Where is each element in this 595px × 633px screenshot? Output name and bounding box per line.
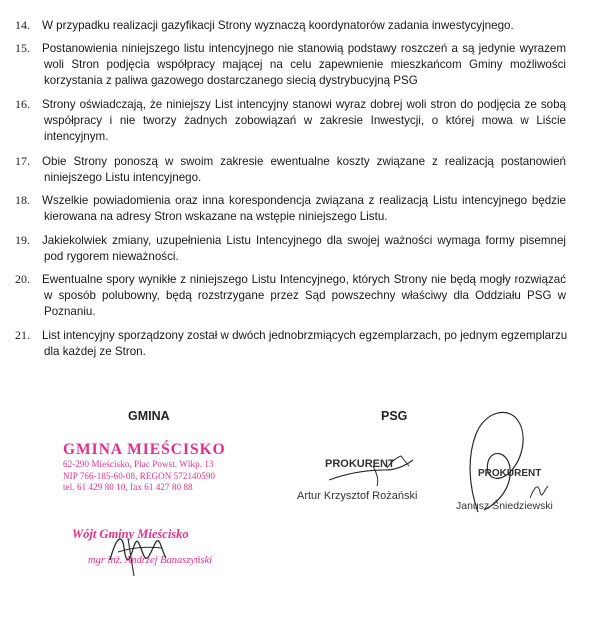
gmina-signature [100, 518, 180, 580]
clause-number: 16. [15, 97, 30, 111]
stamp-title: GMINA MIEŚCISKO [63, 441, 226, 458]
clause-line: woli Stron podjęcia współpracy mającej na celu zapewnienie mieszkańcom Gminy możliwości [44, 58, 566, 71]
clause-line: Jakiekolwiek zmiany, uzupełnienia Listu Intencyjnego dla swojej ważności wymaga formy pisemnej [42, 234, 566, 247]
psg-signature-2 [440, 400, 560, 520]
clause-line: Poznaniu. [44, 305, 96, 318]
clause-number: 20. [15, 272, 30, 286]
clause-line: Obie Strony ponoszą w swoim zakresie ewentualne koszty związane z realizacją postanowień [42, 155, 566, 168]
wojt-name: mgr inż. Andrzej Banaszyński [88, 555, 213, 566]
clause-line: korzystania z paliwa gazowego dostarczanego siecią dystrybucyjną PSG [44, 74, 418, 87]
psg-signature-1 [325, 440, 435, 490]
clause-line: dla każdej ze Stron. [44, 345, 146, 358]
clause-line: intencyjnym. [44, 130, 109, 143]
clause-number: 18. [15, 193, 30, 207]
gmina-label: GMINA [128, 409, 170, 423]
clause-line: Wszelkie powiadomienia oraz inna korespondencja związana z realizacją Listu intencyjnego będzie [42, 194, 566, 207]
clause-line: Ewentualne spory wynikłe z niniejszego Listu Intencyjnego, których Strony nie będą mogły rozwiązać [42, 273, 566, 286]
clause-line: List intencyjny sporządzony został w dwóch jednobrzmiących egzemplarzach, po jednym egzemplarzu [42, 329, 568, 342]
psg-label: PSG [381, 409, 408, 423]
clause-number: 14. [15, 18, 30, 32]
clause-line: pod rygorem nieważności. [44, 250, 179, 263]
clause-number: 21. [15, 328, 30, 342]
clause-line: kierowana na adresy Stron wskazane na wstępie niniejszego Listu. [44, 210, 388, 223]
psg-signer-2-name: Janusz Śniedziewski [456, 500, 553, 512]
stamp-nip-regon: NIP 766-185-60-08, REGON 572140590 [63, 470, 216, 481]
clause-number: 15. [15, 41, 30, 55]
psg-prokurent-2: PROKURENT [478, 468, 542, 479]
gmina-stamp [63, 441, 243, 494]
clause-number: 19. [15, 233, 30, 247]
clause-line: Strony oświadczają, że niniejszy List intencyjny stanowi wyraz dobrej woli stron do podjęcia ze sobą [42, 98, 566, 111]
clause-line: współpracy i nie tworzy żadnych zobowiązań w zakresie Inwestycji, o której mowa w Liście [44, 114, 566, 127]
stamp-address: 62-290 Mieścisko, Plac Powst. Wlkp. 13 [63, 459, 214, 469]
clause-line: W przypadku realizacji gazyfikacji Strony wyznaczą koordynatorów zadania inwestycyjnego. [42, 19, 514, 32]
psg-signer-1-name: Artur Krzysztof Rożański [297, 490, 418, 502]
psg-prokurent-1: PROKURENT [325, 458, 395, 470]
wojt-role: Wójt Gminy Mieścisko [72, 527, 189, 541]
clause-line: niniejszego Listu intencyjnego. [44, 171, 202, 184]
stamp-phone: tel. 61 429 80 10, fax 61 427 80 88 [63, 482, 193, 492]
clause-line: Postanowienia niniejszego listu intencyjnego nie stanowią podstawy roszczeń a są jedynie wyrazem [42, 42, 566, 55]
clause-line: w sposób polubowny, będą rozstrzygane przez Sąd powszechny właściwy dla Oddziału PSG w [44, 289, 566, 302]
clause-number: 17. [15, 154, 30, 168]
